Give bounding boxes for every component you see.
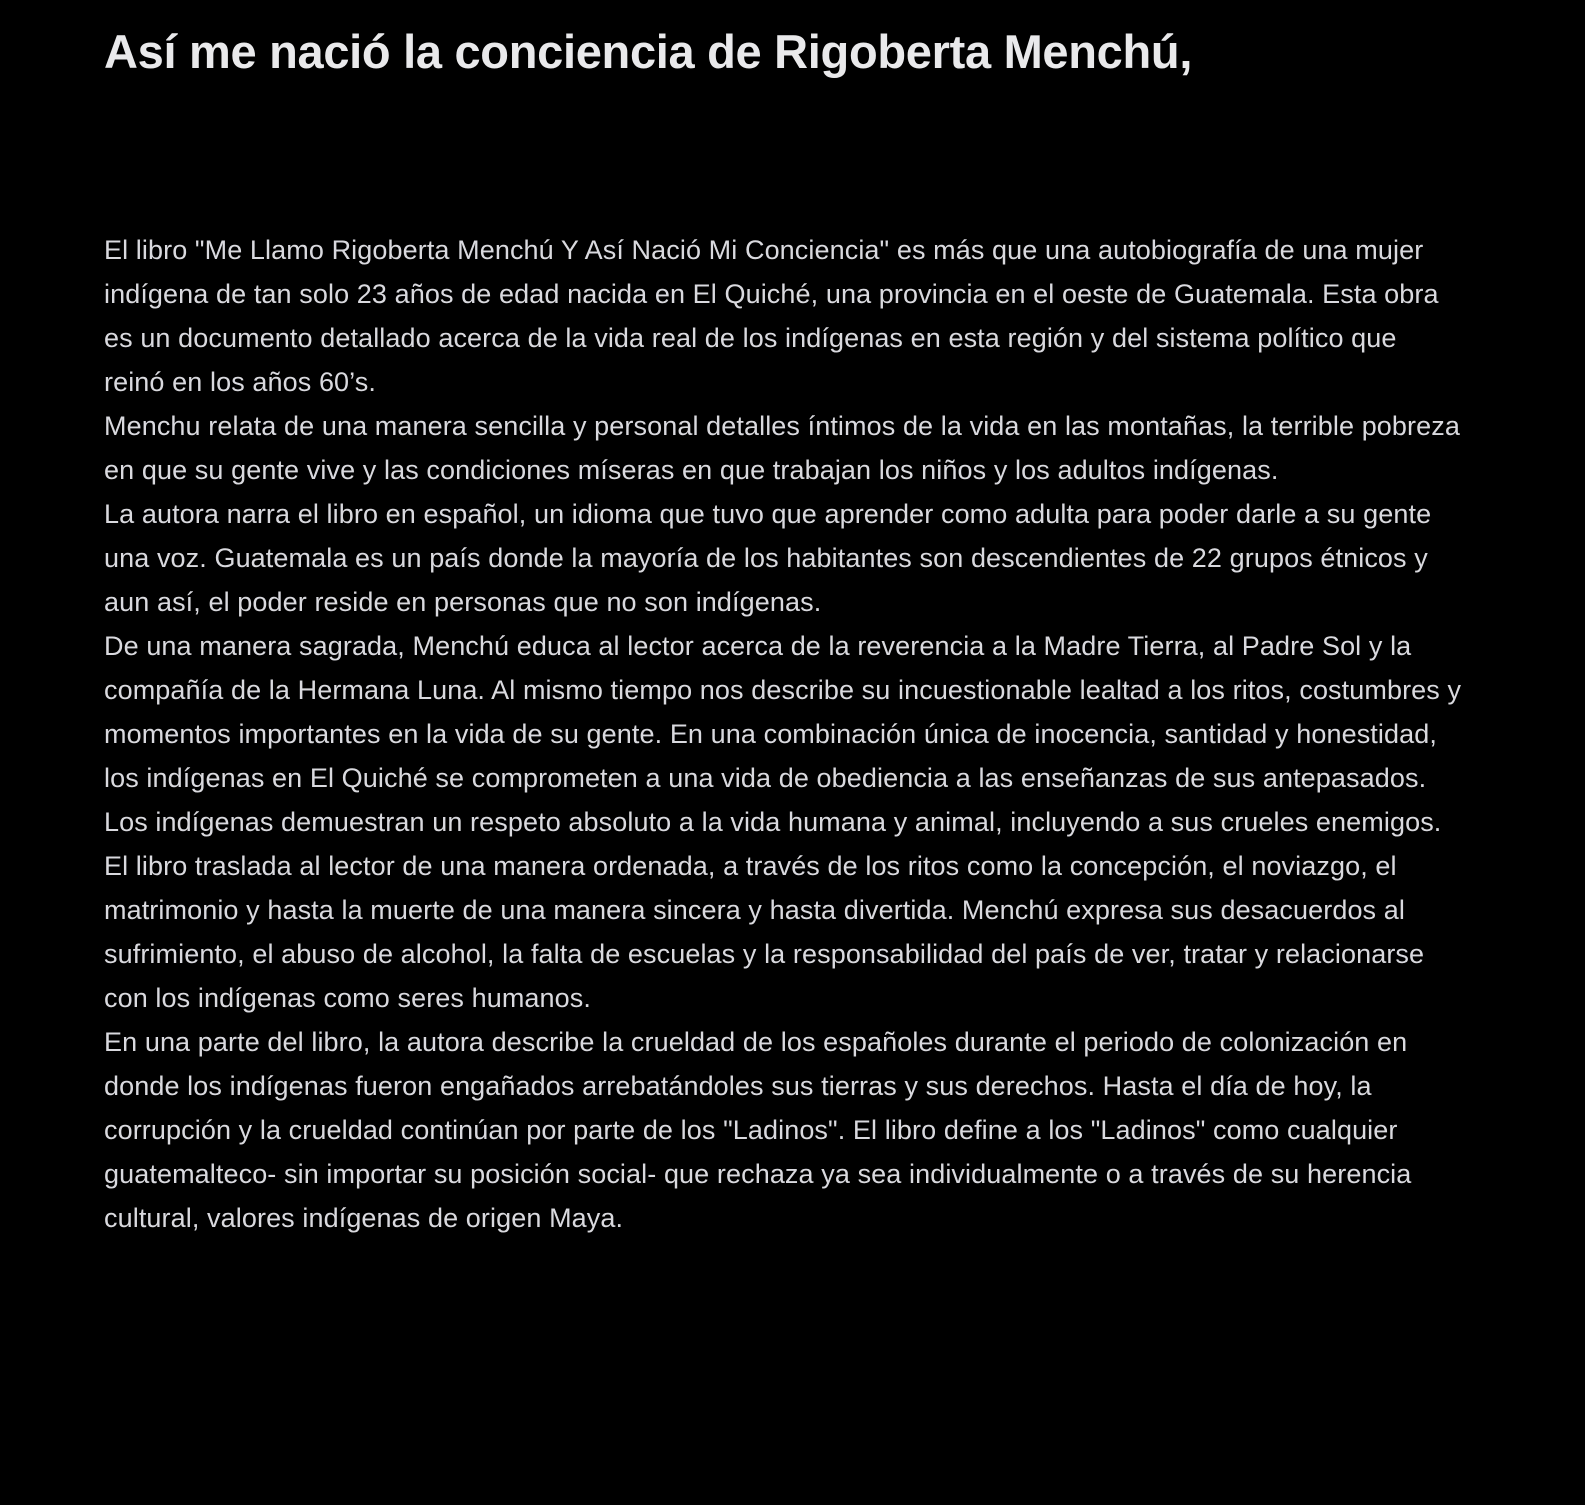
note-body[interactable]: [104, 228, 1464, 1240]
note-paragraph: En una parte del libro, la autora describe la crueldad de los españoles durante el periodo de colonización en donde los indígenas fueron engañados arrebatándoles sus tierras y sus derechos. Hasta el día de hoy, la corrupción y la crueldad continúan por parte de los "Ladinos". El libro define a los "Ladinos" como cualquier guatemalteco- sin importar su posición social- que rechaza ya sea individualmente o a través de su herencia cultural, valores indígenas de origen Maya.: [104, 1027, 1412, 1233]
note-paragraph: El libro "Me Llamo Rigoberta Menchú Y Así Nació Mi Conciencia" es más que una autobiografía de una mujer indígena de tan solo 23 años de edad nacida en El Quiché, una provincia en el oeste de Guatemala. Esta obra es un documento detallado acerca de la vida real de los indígenas en esta región y del sistema político que reinó en los años 60’s.: [104, 235, 1439, 397]
note-paragraph: El libro traslada al lector de una manera ordenada, a través de los ritos como la concepción, el noviazgo, el matrimonio y hasta la muerte de una manera sincera y hasta divertida. Menchú expresa sus desacuerdos al sufrimiento, el abuso de alcohol, la falta de escuelas y la responsabilidad del país de ver, tratar y relacionarse con los indígenas como seres humanos.: [104, 851, 1425, 1013]
note-paragraph: La autora narra el libro en español, un idioma que tuvo que aprender como adulta para poder darle a su gente una voz. Guatemala es un país donde la mayoría de los habitantes son descendientes de 22 grupos étnicos y aun así, el poder reside en personas que no son indígenas.: [104, 499, 1432, 617]
note-paragraph: Menchu relata de una manera sencilla y personal detalles íntimos de la vida en las montañas, la terrible pobreza en que su gente vive y las condiciones míseras en que trabajan los niños y los adultos indígenas.: [104, 411, 1460, 485]
note-paragraph: De una manera sagrada, Menchú educa al lector acerca de la reverencia a la Madre Tierra, al Padre Sol y la compañía de la Hermana Luna. Al mismo tiempo nos describe su incuestionable lealtad a los ritos, costumbres y momentos importantes en la vida de su gente. En una combinación única de inocencia, santidad y honestidad, los indígenas en El Quiché se comprometen a una vida de obediencia a las enseñanzas de sus antepasados. Los indígenas demuestran un respeto absoluto a la vida humana y animal, incluyendo a sus crueles enemigos.: [104, 631, 1462, 837]
note-title[interactable]: Así me nació la conciencia de Rigoberta Menchú,: [104, 25, 1193, 78]
note-editor[interactable]: [104, 0, 1504, 1240]
